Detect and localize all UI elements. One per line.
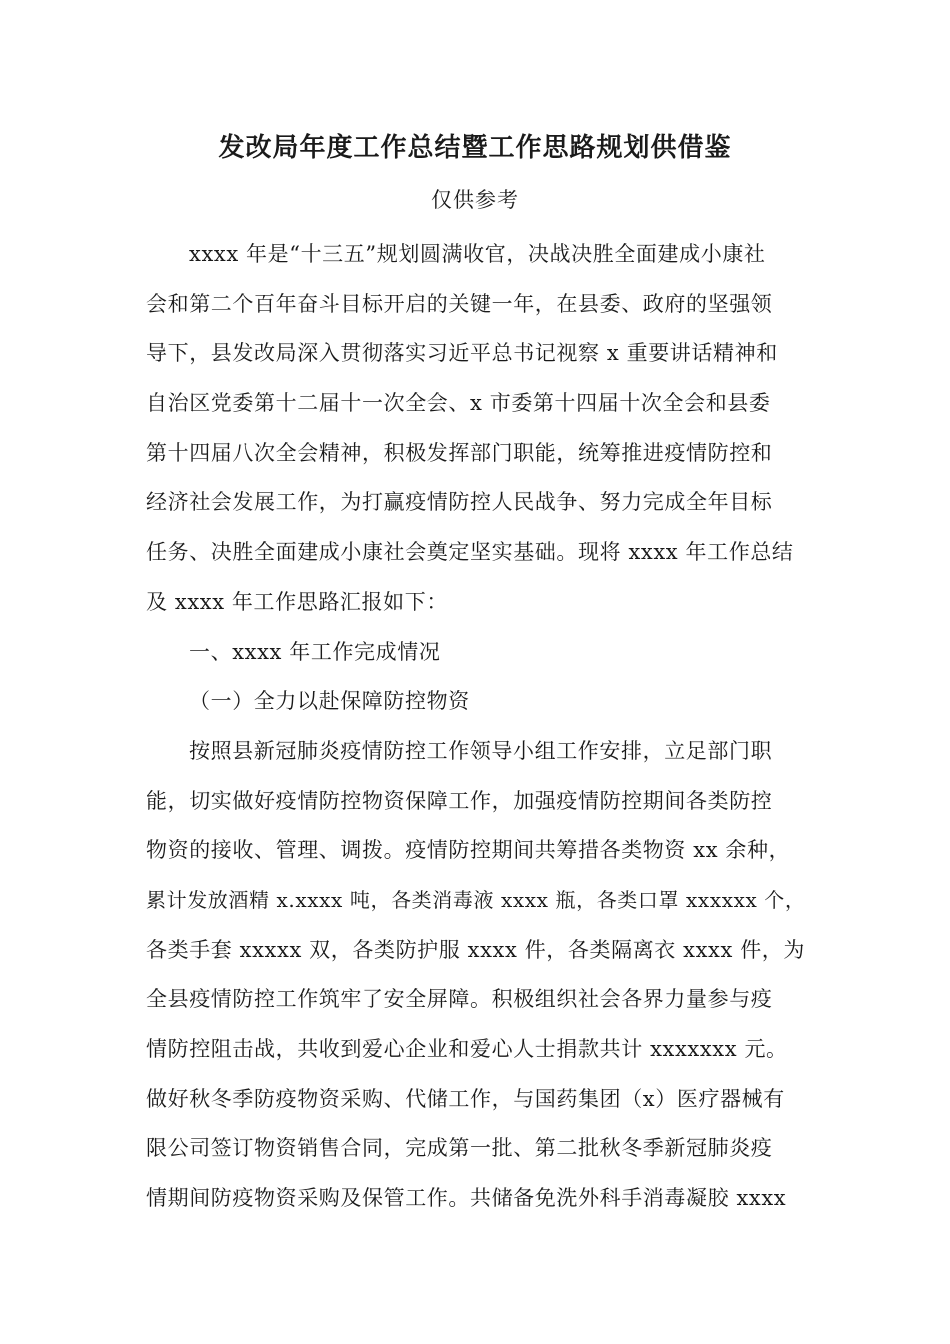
paragraph-line: 全县疫情防控工作筑牢了安全屏障。积极组织社会各界力量参与疫 [146,987,773,1012]
paragraph-line: 情防控阻击战，共收到爱心企业和爱心人士捐款共计 xxxxxxx 元。 [146,1037,788,1061]
paragraph-line: 物资的接收、管理、调拨。疫情防控期间共筹措各类物资 xx 余种， [146,838,791,863]
document-body [146,230,811,1224]
paragraph-line: 导下，县发改局深入贯彻落实习近平总书记视察 x 重要讲话精神和 [146,341,778,366]
paragraph-line: 及 xxxx 年工作思路汇报如下： [146,589,448,614]
section-heading: 一、xxxx 年工作完成情况 [189,639,441,664]
paragraph-line: 累计发放酒精 x.xxxx 吨，各类消毒液 xxxx 瓶，各类口罩 xxxxxx 个， [146,887,806,912]
paragraph-line: 第十四届八次全会精神，积极发挥部门职能，统筹推进疫情防控和 [146,440,773,465]
paragraph-line: 限公司签订物资销售合同，完成第一批、第二批秋冬季新冠肺炎疫 [146,1136,773,1161]
paragraph-line: 各类手套 xxxxx 双，各类防护服 xxxx 件，各类隔离衣 xxxx 件，为 [146,937,806,962]
paragraph-line: 自治区党委第十二届十一次全会、x 市委第十四届十次全会和县委 [146,391,771,416]
document-title: 发改局年度工作总结暨工作思路规划供借鉴 [218,133,732,163]
paragraph-line: 经济社会发展工作，为打赢疫情防控人民战争、努力完成全年目标 [146,490,773,515]
paragraph-line: 情期间防疫物资采购及保管工作。共储备免洗外科手消毒凝胶 xxxx [146,1186,787,1211]
subsection-heading: （一）全力以赴保障防控物资 [189,689,470,714]
paragraph-line: 任务、决胜全面建成小康社会奠定坚实基础。现将 xxxx 年工作总结 [146,540,794,565]
paragraph-line: 能，切实做好疫情防控物资保障工作，加强疫情防控期间各类防控 [146,788,773,813]
paragraph-line: 做好秋冬季防疫物资采购、代储工作，与国药集团（x）医疗器械有 [146,1086,785,1111]
paragraph-line: xxxx 年是“十三五”规划圆满收官，决战决胜全面建成小康社 [189,242,766,266]
document-subtitle: 仅供参考 [431,188,519,212]
paragraph-line: 会和第二个百年奋斗目标开启的关键一年，在县委、政府的坚强领 [146,291,773,316]
paragraph-line: 按照县新冠肺炎疫情防控工作领导小组工作安排，立足部门职 [189,738,773,763]
